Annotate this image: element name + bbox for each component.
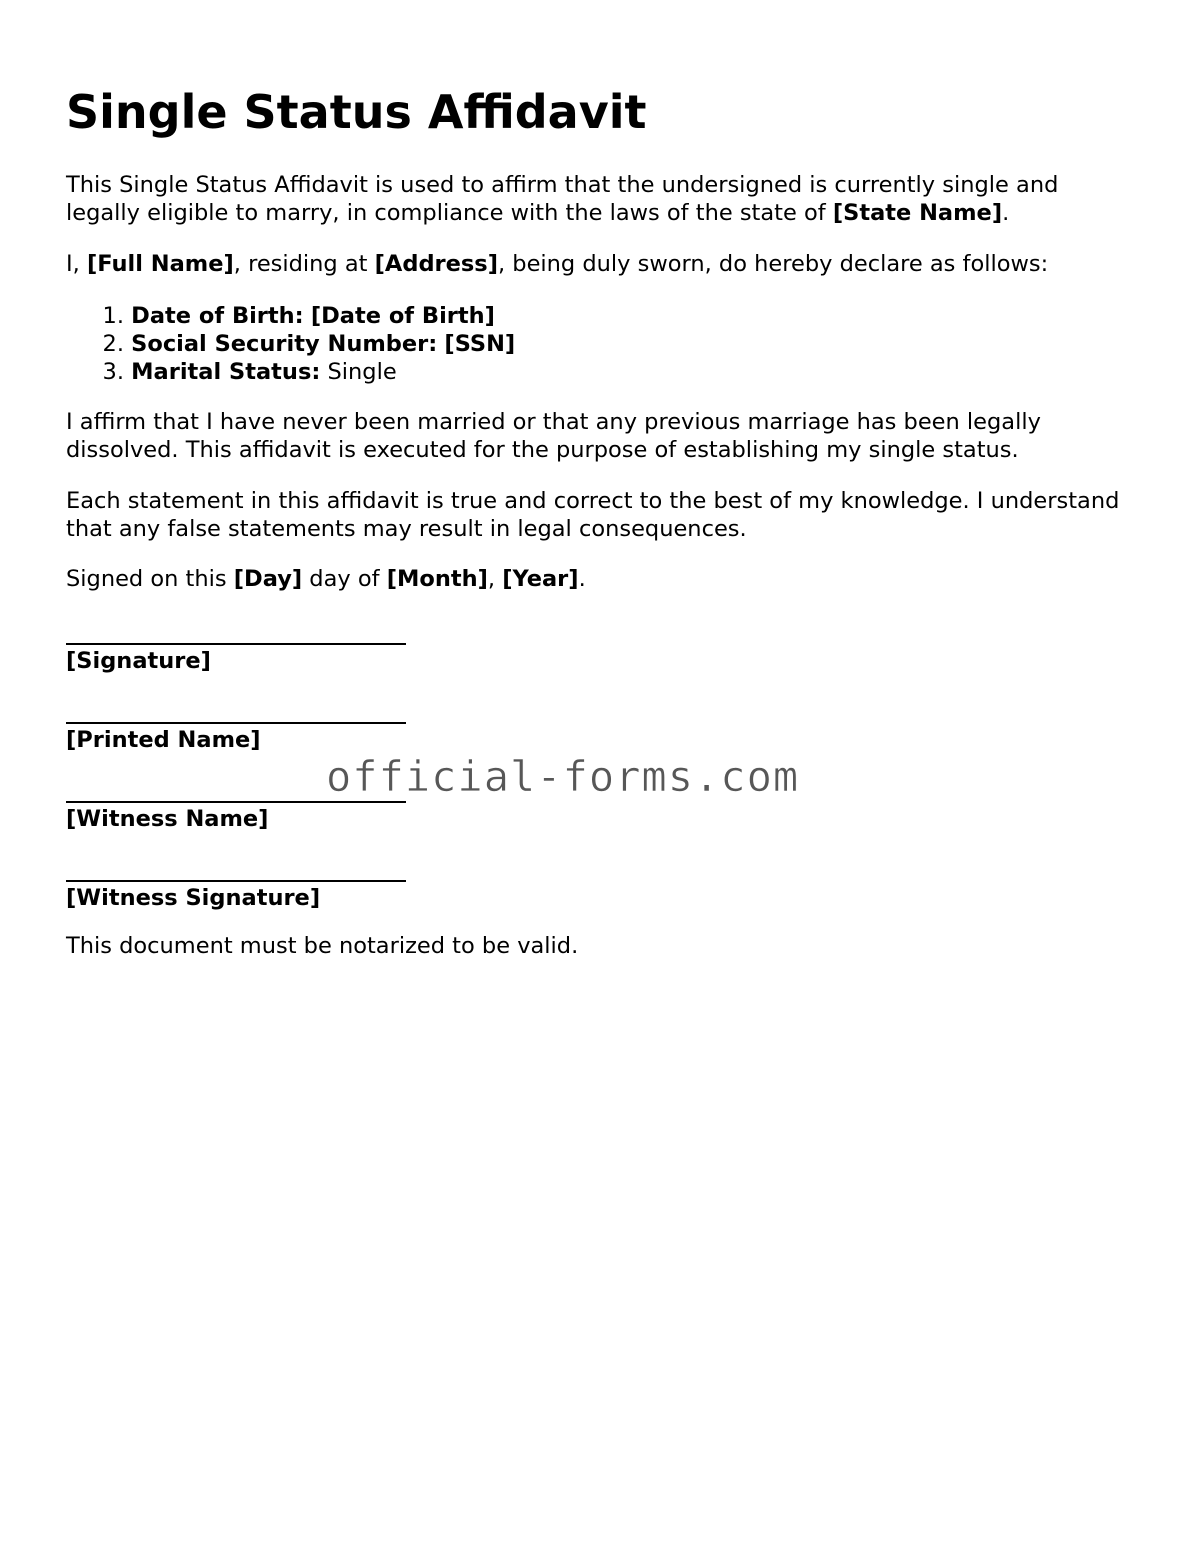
witness-signature-block [66,880,486,912]
watermark-text: official-forms.com [326,752,800,801]
full-name-placeholder: [Full Name] [86,251,234,277]
month-placeholder: [Month] [386,566,488,592]
printed-name-block [66,722,486,754]
witness-signature-line[interactable] [66,880,406,882]
affirmation-paragraph: I affirm that I have never been married or that any previous marriage has been legally dissolved. This affidavit is executed for the purpose of establishing my single status. [66,409,1041,463]
declaration-mid: , residing at [233,251,375,277]
list-value: [SSN] [444,331,516,357]
signed-mid: day of [302,566,387,592]
signed-comma: , [487,566,503,592]
witness-name-block [66,801,486,833]
intro-end: . [1002,199,1010,226]
list-value: [Date of Birth] [310,303,495,329]
declaration-paragraph [66,251,1126,279]
list-label: Date of Birth: [131,303,304,329]
page-title: Single Status Affidavit [66,85,647,139]
list-item [66,302,515,330]
address-placeholder: [Address] [374,251,498,277]
intro-text: This Single Status Affidavit is used to affirm that the undersigned is currently single and legally eligible to marry, in compliance with the laws of the state of [66,172,1059,226]
list-number: 3. [102,359,124,385]
printed-name-label: [Printed Name] [66,727,261,753]
witness-signature-label: [Witness Signature] [66,885,321,911]
list-number: 1. [102,303,124,329]
state-name-placeholder: [State Name] [832,199,1003,226]
declaration-prefix: I, [66,251,87,277]
list-label: Marital Status: [131,359,321,385]
signed-date-line [66,566,1126,594]
printed-name-line[interactable] [66,722,406,724]
signed-prefix: Signed on this [66,566,234,592]
signature-block [66,643,486,675]
list-item [66,330,515,358]
signature-line[interactable] [66,643,406,645]
signature-label: [Signature] [66,648,211,674]
list-number: 2. [102,331,124,357]
witness-name-label: [Witness Name] [66,806,269,832]
year-placeholder: [Year] [502,566,579,592]
list-value: Single [327,359,397,385]
list-item [66,358,515,386]
declaration-suffix: , being duly sworn, do hereby declare as follows: [497,251,1049,277]
day-placeholder: [Day] [233,566,303,592]
witness-name-line[interactable] [66,801,406,803]
notary-note: This document must be notarized to be valid. [66,933,579,959]
truth-paragraph: Each statement in this affidavit is true and correct to the best of my knowledge. I understand that any false statements may result in legal consequences. [66,488,1120,542]
declaration-list [66,302,515,386]
signed-end: . [578,566,586,592]
list-label: Social Security Number: [131,331,438,357]
intro-paragraph [66,172,1126,227]
